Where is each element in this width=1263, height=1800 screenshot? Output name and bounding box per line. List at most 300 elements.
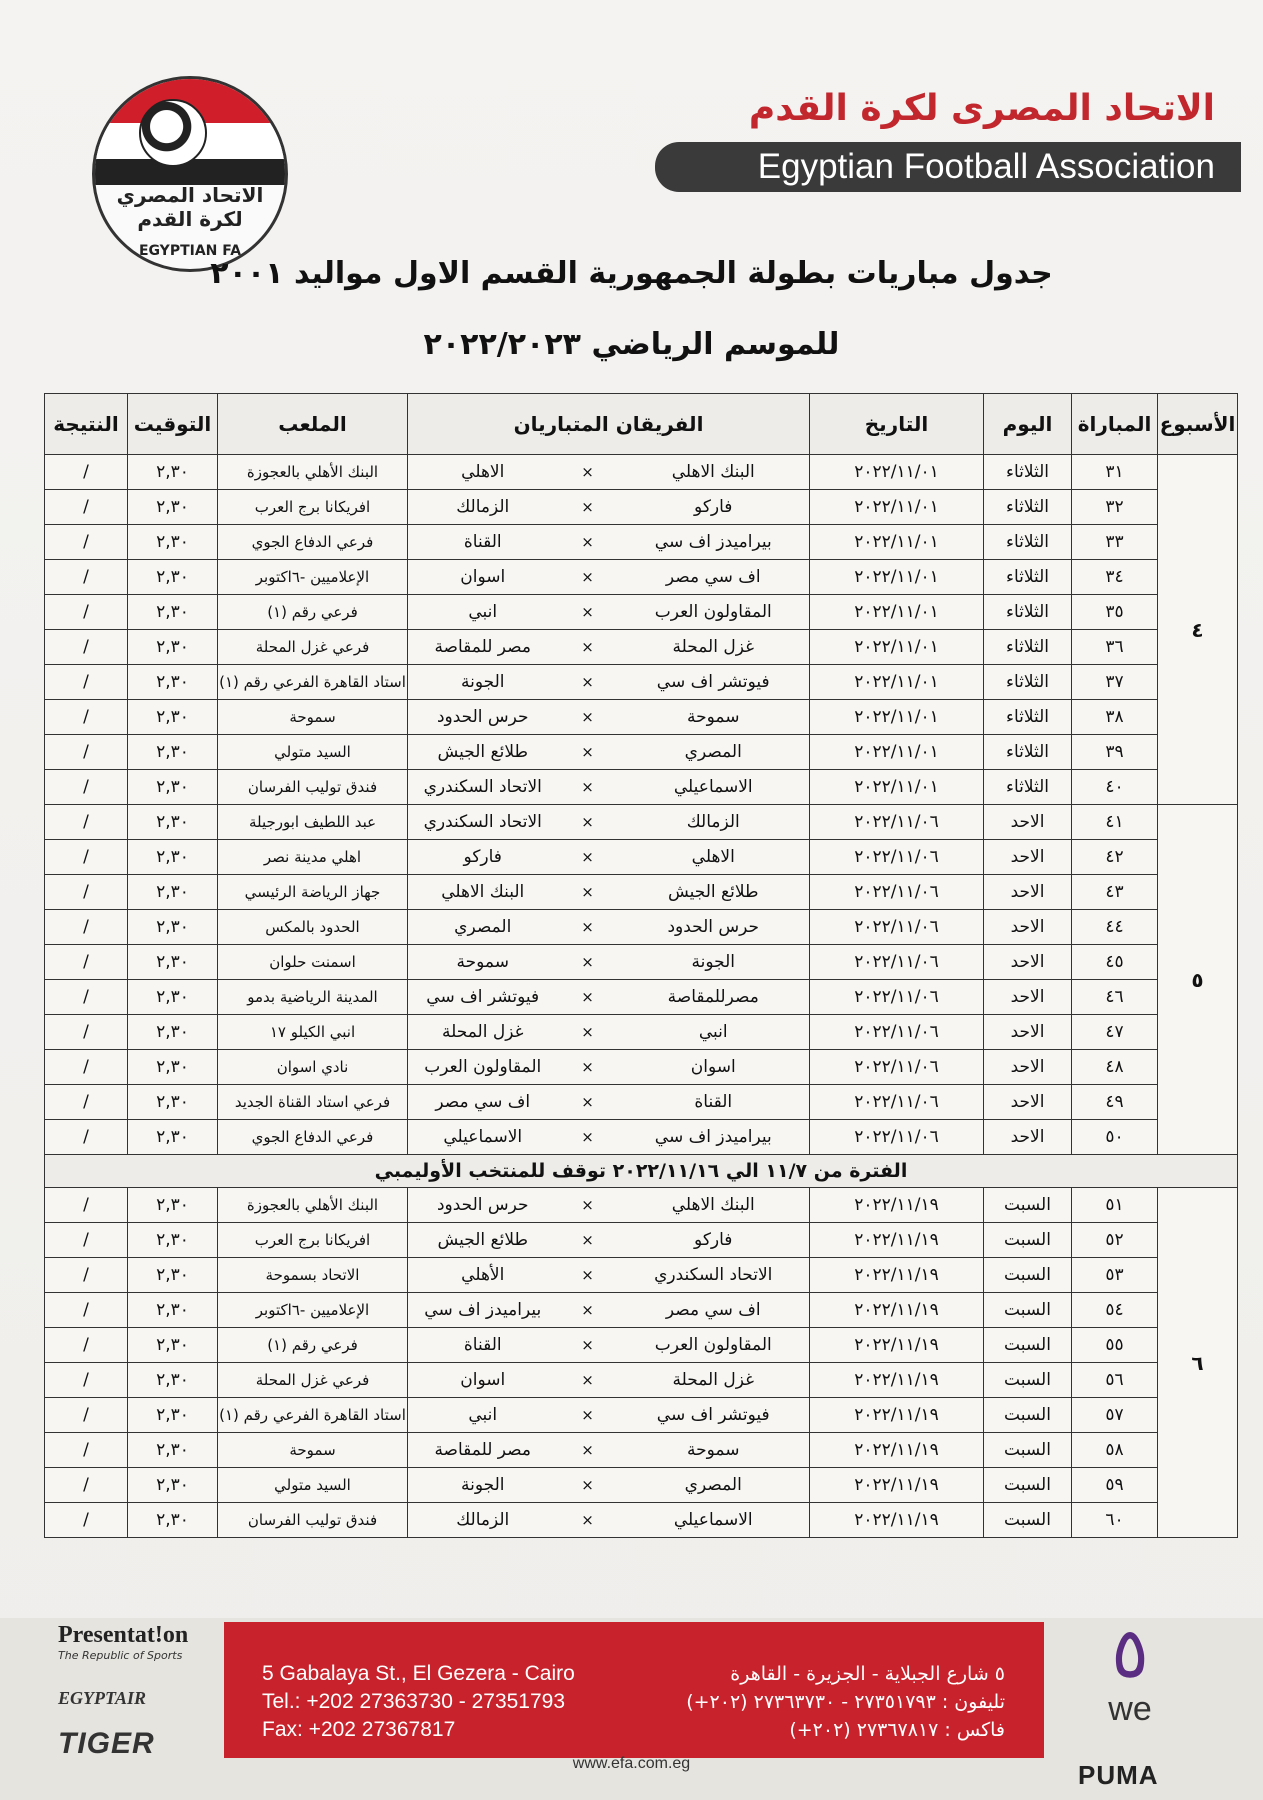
time-cell: ٢,٣٠ bbox=[128, 1120, 218, 1155]
home-team-cell: فاركو bbox=[618, 1223, 810, 1258]
venue-cell: السيد متولي bbox=[218, 735, 408, 770]
venue-cell: البنك الأهلي بالعجوزة bbox=[218, 1188, 408, 1223]
date-cell: ٢٠٢٢/١١/١٩ bbox=[810, 1433, 984, 1468]
day-cell: السبت bbox=[984, 1503, 1072, 1538]
versus-cell: × bbox=[558, 560, 618, 595]
home-team-cell: اف سي مصر bbox=[618, 560, 810, 595]
date-cell: ٢٠٢٢/١١/١٩ bbox=[810, 1293, 984, 1328]
versus-cell: × bbox=[558, 770, 618, 805]
match-number-cell: ٣٥ bbox=[1072, 595, 1158, 630]
date-cell: ٢٠٢٢/١١/١٩ bbox=[810, 1398, 984, 1433]
time-cell: ٢,٣٠ bbox=[128, 840, 218, 875]
versus-cell: × bbox=[558, 595, 618, 630]
versus-cell: × bbox=[558, 1503, 618, 1538]
venue-cell: نادي اسوان bbox=[218, 1050, 408, 1085]
match-number-cell: ٤٤ bbox=[1072, 910, 1158, 945]
header-day: اليوم bbox=[984, 394, 1072, 455]
date-cell: ٢٠٢٢/١١/٠٦ bbox=[810, 805, 984, 840]
time-cell: ٢,٣٠ bbox=[128, 560, 218, 595]
away-team-cell: بيراميدز اف سي bbox=[408, 1293, 558, 1328]
presentation-sports-tagline: The Republic of Sports bbox=[58, 1649, 183, 1662]
result-cell: / bbox=[45, 735, 128, 770]
match-number-cell: ٥٠ bbox=[1072, 1120, 1158, 1155]
venue-cell: فندق توليب الفرسان bbox=[218, 770, 408, 805]
address-en-line: 5 Gabalaya St., El Gezera - Cairo bbox=[262, 1662, 575, 1685]
date-cell: ٢٠٢٢/١١/١٩ bbox=[810, 1328, 984, 1363]
home-team-cell: الزمالك bbox=[618, 805, 810, 840]
venue-cell: البنك الأهلي بالعجوزة bbox=[218, 455, 408, 490]
header-result: النتيجة bbox=[45, 394, 128, 455]
away-team-cell: القناة bbox=[408, 525, 558, 560]
venue-cell: افريكانا برج العرب bbox=[218, 490, 408, 525]
date-cell: ٢٠٢٢/١١/٠٦ bbox=[810, 1085, 984, 1120]
day-cell: الاحد bbox=[984, 840, 1072, 875]
date-cell: ٢٠٢٢/١١/٠٦ bbox=[810, 1120, 984, 1155]
home-team-cell: المقاولون العرب bbox=[618, 1328, 810, 1363]
result-cell: / bbox=[45, 1188, 128, 1223]
time-cell: ٢,٣٠ bbox=[128, 1433, 218, 1468]
match-number-cell: ٤٠ bbox=[1072, 770, 1158, 805]
day-cell: الاحد bbox=[984, 1015, 1072, 1050]
table-row bbox=[45, 1293, 1238, 1328]
table-row bbox=[45, 700, 1238, 735]
table-row bbox=[45, 595, 1238, 630]
home-team-cell: اف سي مصر bbox=[618, 1293, 810, 1328]
home-team-cell: الاهلي bbox=[618, 840, 810, 875]
result-cell: / bbox=[45, 840, 128, 875]
home-team-cell: سموحة bbox=[618, 1433, 810, 1468]
versus-cell: × bbox=[558, 1398, 618, 1433]
day-cell: السبت bbox=[984, 1223, 1072, 1258]
away-team-cell: الاتحاد السكندري bbox=[408, 805, 558, 840]
time-cell: ٢,٣٠ bbox=[128, 805, 218, 840]
day-cell: الثلاثاء bbox=[984, 770, 1072, 805]
venue-cell: استاد القاهرة الفرعي رقم (١) bbox=[218, 1398, 408, 1433]
versus-cell: × bbox=[558, 1433, 618, 1468]
table-row bbox=[45, 1223, 1238, 1258]
home-team-cell: المقاولون العرب bbox=[618, 595, 810, 630]
versus-cell: × bbox=[558, 490, 618, 525]
logo-text-ar-1: الاتحاد المصري bbox=[116, 183, 264, 207]
day-cell: الاحد bbox=[984, 805, 1072, 840]
away-team-cell: اسوان bbox=[408, 560, 558, 595]
away-team-cell: حرس الحدود bbox=[408, 1188, 558, 1223]
table-header-row bbox=[45, 394, 1238, 455]
versus-cell: × bbox=[558, 1015, 618, 1050]
table-row bbox=[45, 560, 1238, 595]
table-row bbox=[45, 630, 1238, 665]
result-cell: / bbox=[45, 1363, 128, 1398]
day-cell: الثلاثاء bbox=[984, 735, 1072, 770]
away-team-cell: القناة bbox=[408, 1328, 558, 1363]
home-team-cell: بيراميدز اف سي bbox=[618, 1120, 810, 1155]
result-cell: / bbox=[45, 910, 128, 945]
time-cell: ٢,٣٠ bbox=[128, 1363, 218, 1398]
venue-cell: جهاز الرياضة الرئيسي bbox=[218, 875, 408, 910]
date-cell: ٢٠٢٢/١١/٠١ bbox=[810, 735, 984, 770]
date-cell: ٢٠٢٢/١١/٠٦ bbox=[810, 1015, 984, 1050]
address-ar-line: ٥ شارع الجبلاية - الجزيرة - القاهرة bbox=[730, 1663, 1005, 1685]
versus-cell: × bbox=[558, 700, 618, 735]
away-team-cell: انبي bbox=[408, 595, 558, 630]
venue-cell: افريكانا برج العرب bbox=[218, 1223, 408, 1258]
venue-cell: سموحة bbox=[218, 1433, 408, 1468]
home-team-cell: اسوان bbox=[618, 1050, 810, 1085]
date-cell: ٢٠٢٢/١١/٠٦ bbox=[810, 945, 984, 980]
tiger-logo: TIGER bbox=[58, 1727, 155, 1760]
day-cell: الثلاثاء bbox=[984, 630, 1072, 665]
table-row bbox=[45, 1398, 1238, 1433]
date-cell: ٢٠٢٢/١١/٠٦ bbox=[810, 910, 984, 945]
result-cell: / bbox=[45, 525, 128, 560]
result-cell: / bbox=[45, 770, 128, 805]
versus-cell: × bbox=[558, 1223, 618, 1258]
result-cell: / bbox=[45, 1328, 128, 1363]
versus-cell: × bbox=[558, 1120, 618, 1155]
table-row bbox=[45, 875, 1238, 910]
versus-cell: × bbox=[558, 980, 618, 1015]
home-team-cell: المصري bbox=[618, 1468, 810, 1503]
venue-cell: فرعي غزل المحلة bbox=[218, 1363, 408, 1398]
match-number-cell: ٥١ bbox=[1072, 1188, 1158, 1223]
we-logo-text: we bbox=[1108, 1690, 1152, 1728]
home-team-cell: فاركو bbox=[618, 490, 810, 525]
away-team-cell: الأهلي bbox=[408, 1258, 558, 1293]
away-team-cell: المقاولون العرب bbox=[408, 1050, 558, 1085]
match-number-cell: ٣٧ bbox=[1072, 665, 1158, 700]
result-cell: / bbox=[45, 1468, 128, 1503]
efa-logo bbox=[92, 76, 288, 272]
time-cell: ٢,٣٠ bbox=[128, 1468, 218, 1503]
venue-cell: فرعي رقم (١) bbox=[218, 595, 408, 630]
table-row bbox=[45, 490, 1238, 525]
home-team-cell: الاسماعيلي bbox=[618, 1503, 810, 1538]
home-team-cell: الجونة bbox=[618, 945, 810, 980]
away-team-cell: الزمالك bbox=[408, 1503, 558, 1538]
match-number-cell: ٣٨ bbox=[1072, 700, 1158, 735]
venue-cell: اسمنت حلوان bbox=[218, 945, 408, 980]
match-number-cell: ٤٩ bbox=[1072, 1085, 1158, 1120]
result-cell: / bbox=[45, 665, 128, 700]
venue-cell: فرعي الدفاع الجوي bbox=[218, 1120, 408, 1155]
result-cell: / bbox=[45, 1433, 128, 1468]
away-team-cell: انبي bbox=[408, 1398, 558, 1433]
match-number-cell: ٥٦ bbox=[1072, 1363, 1158, 1398]
date-cell: ٢٠٢٢/١١/٠١ bbox=[810, 525, 984, 560]
date-cell: ٢٠٢٢/١١/٠١ bbox=[810, 560, 984, 595]
home-team-cell: طلائع الجيش bbox=[618, 875, 810, 910]
away-team-cell: مصر للمقاصة bbox=[408, 630, 558, 665]
date-cell: ٢٠٢٢/١١/١٩ bbox=[810, 1188, 984, 1223]
home-team-cell: غزل المحلة bbox=[618, 630, 810, 665]
time-cell: ٢,٣٠ bbox=[128, 490, 218, 525]
home-team-cell: الاتحاد السكندري bbox=[618, 1258, 810, 1293]
time-cell: ٢,٣٠ bbox=[128, 910, 218, 945]
result-cell: / bbox=[45, 1015, 128, 1050]
match-number-cell: ٤١ bbox=[1072, 805, 1158, 840]
logo-text-ar-2: لكرة القدم bbox=[137, 207, 243, 231]
time-cell: ٢,٣٠ bbox=[128, 980, 218, 1015]
versus-cell: × bbox=[558, 1050, 618, 1085]
day-cell: الاحد bbox=[984, 945, 1072, 980]
match-number-cell: ٥٣ bbox=[1072, 1258, 1158, 1293]
versus-cell: × bbox=[558, 735, 618, 770]
time-cell: ٢,٣٠ bbox=[128, 875, 218, 910]
home-team-cell: المصري bbox=[618, 735, 810, 770]
versus-cell: × bbox=[558, 840, 618, 875]
break-note-cell: الفترة من ١١/٧ الي ٢٠٢٢/١١/١٦ توقف للمنتخب الأوليمبي bbox=[45, 1155, 1238, 1188]
away-team-cell: الاهلي bbox=[408, 455, 558, 490]
match-number-cell: ٤٣ bbox=[1072, 875, 1158, 910]
day-cell: السبت bbox=[984, 1433, 1072, 1468]
table-row bbox=[45, 1188, 1238, 1223]
venue-cell: الاتحاد بسموحة bbox=[218, 1258, 408, 1293]
table-row bbox=[45, 805, 1238, 840]
egyptair-logo: EGYPTAIR bbox=[58, 1688, 147, 1708]
presentation-sports-logo: Presentat!on bbox=[58, 1622, 189, 1648]
time-cell: ٢,٣٠ bbox=[128, 770, 218, 805]
result-cell: / bbox=[45, 945, 128, 980]
day-cell: الثلاثاء bbox=[984, 490, 1072, 525]
versus-cell: × bbox=[558, 1293, 618, 1328]
result-cell: / bbox=[45, 1050, 128, 1085]
date-cell: ٢٠٢٢/١١/٠١ bbox=[810, 700, 984, 735]
result-cell: / bbox=[45, 875, 128, 910]
header-teams: الفريقان المتباريان bbox=[408, 394, 810, 455]
logo-text-en: EGYPTIAN FA bbox=[138, 243, 242, 259]
match-number-cell: ٥٤ bbox=[1072, 1293, 1158, 1328]
day-cell: الاحد bbox=[984, 910, 1072, 945]
away-team-cell: طلائع الجيش bbox=[408, 735, 558, 770]
date-cell: ٢٠٢٢/١١/٠١ bbox=[810, 455, 984, 490]
match-number-cell: ٤٦ bbox=[1072, 980, 1158, 1015]
away-team-cell: البنك الاهلي bbox=[408, 875, 558, 910]
versus-cell: × bbox=[558, 1258, 618, 1293]
away-team-cell: طلائع الجيش bbox=[408, 1223, 558, 1258]
away-team-cell: مصر للمقاصة bbox=[408, 1433, 558, 1468]
venue-cell: اهلي مدينة نصر bbox=[218, 840, 408, 875]
time-cell: ٢,٣٠ bbox=[128, 700, 218, 735]
phone-ar-line: تليفون : ٢٧٣٥١٧٩٣ - ٢٧٣٦٣٧٣٠ (٢٠٢+) bbox=[686, 1691, 1005, 1713]
venue-cell: المدينة الرياضية بدمو bbox=[218, 980, 408, 1015]
day-cell: الثلاثاء bbox=[984, 665, 1072, 700]
table-row bbox=[45, 665, 1238, 700]
home-team-cell: فيوتشر اف سي bbox=[618, 665, 810, 700]
date-cell: ٢٠٢٢/١١/١٩ bbox=[810, 1468, 984, 1503]
away-team-cell: الزمالك bbox=[408, 490, 558, 525]
org-name-english: Egyptian Football Association bbox=[757, 147, 1215, 186]
day-cell: الثلاثاء bbox=[984, 525, 1072, 560]
match-number-cell: ٤٢ bbox=[1072, 840, 1158, 875]
match-number-cell: ٥٨ bbox=[1072, 1433, 1158, 1468]
match-number-cell: ٦٠ bbox=[1072, 1503, 1158, 1538]
versus-cell: × bbox=[558, 455, 618, 490]
day-cell: الثلاثاء bbox=[984, 560, 1072, 595]
document-subtitle: للموسم الرياضي ٢٠٢٢/٢٠٢٣ bbox=[423, 327, 840, 362]
date-cell: ٢٠٢٢/١١/٠٦ bbox=[810, 875, 984, 910]
date-cell: ٢٠٢٢/١١/٠٦ bbox=[810, 980, 984, 1015]
date-cell: ٢٠٢٢/١١/١٩ bbox=[810, 1223, 984, 1258]
result-cell: / bbox=[45, 560, 128, 595]
address-arabic bbox=[686, 1660, 1005, 1744]
time-cell: ٢,٣٠ bbox=[128, 1188, 218, 1223]
date-cell: ٢٠٢٢/١١/١٩ bbox=[810, 1363, 984, 1398]
time-cell: ٢,٣٠ bbox=[128, 1398, 218, 1433]
venue-cell: فرعي غزل المحلة bbox=[218, 630, 408, 665]
home-team-cell: غزل المحلة bbox=[618, 1363, 810, 1398]
time-cell: ٢,٣٠ bbox=[128, 665, 218, 700]
table-row bbox=[45, 1503, 1238, 1538]
home-team-cell: الاسماعيلي bbox=[618, 770, 810, 805]
result-cell: / bbox=[45, 805, 128, 840]
result-cell: / bbox=[45, 1120, 128, 1155]
we-logo-icon: ٥ bbox=[1111, 1616, 1149, 1693]
day-cell: الاحد bbox=[984, 980, 1072, 1015]
table-row bbox=[45, 1468, 1238, 1503]
header-time: التوقيت bbox=[128, 394, 218, 455]
table-row bbox=[45, 945, 1238, 980]
week-number-cell: ٦ bbox=[1158, 1188, 1238, 1538]
date-cell: ٢٠٢٢/١١/١٩ bbox=[810, 1503, 984, 1538]
venue-cell: السيد متولي bbox=[218, 1468, 408, 1503]
versus-cell: × bbox=[558, 1363, 618, 1398]
time-cell: ٢,٣٠ bbox=[128, 630, 218, 665]
time-cell: ٢,٣٠ bbox=[128, 1258, 218, 1293]
versus-cell: × bbox=[558, 875, 618, 910]
table-row bbox=[45, 1328, 1238, 1363]
match-number-cell: ٥٩ bbox=[1072, 1468, 1158, 1503]
versus-cell: × bbox=[558, 1188, 618, 1223]
home-team-cell: البنك الاهلي bbox=[618, 1188, 810, 1223]
versus-cell: × bbox=[558, 1328, 618, 1363]
header-date: التاريخ bbox=[810, 394, 984, 455]
table-row bbox=[45, 980, 1238, 1015]
header-venue: الملعب bbox=[218, 394, 408, 455]
header-match: المباراة bbox=[1072, 394, 1158, 455]
versus-cell: × bbox=[558, 1085, 618, 1120]
result-cell: / bbox=[45, 1293, 128, 1328]
time-cell: ٢,٣٠ bbox=[128, 945, 218, 980]
versus-cell: × bbox=[558, 665, 618, 700]
away-team-cell: الجونة bbox=[408, 665, 558, 700]
date-cell: ٢٠٢٢/١١/٠١ bbox=[810, 630, 984, 665]
versus-cell: × bbox=[558, 525, 618, 560]
logo-flag-band-black bbox=[95, 159, 285, 186]
away-team-cell: المصري bbox=[408, 910, 558, 945]
home-team-cell: انبي bbox=[618, 1015, 810, 1050]
away-team-cell: حرس الحدود bbox=[408, 700, 558, 735]
date-cell: ٢٠٢٢/١١/٠١ bbox=[810, 665, 984, 700]
table-row bbox=[45, 1363, 1238, 1398]
time-cell: ٢,٣٠ bbox=[128, 595, 218, 630]
table-row bbox=[45, 1050, 1238, 1085]
week-number-cell: ٤ bbox=[1158, 455, 1238, 805]
day-cell: السبت bbox=[984, 1188, 1072, 1223]
match-number-cell: ٤٨ bbox=[1072, 1050, 1158, 1085]
date-cell: ٢٠٢٢/١١/١٩ bbox=[810, 1258, 984, 1293]
football-icon bbox=[139, 99, 207, 167]
venue-cell: فرعي استاد القناة الجديد bbox=[218, 1085, 408, 1120]
day-cell: الاحد bbox=[984, 1085, 1072, 1120]
home-team-cell: القناة bbox=[618, 1085, 810, 1120]
match-number-cell: ٣٦ bbox=[1072, 630, 1158, 665]
table-row bbox=[45, 1085, 1238, 1120]
time-cell: ٢,٣٠ bbox=[128, 1293, 218, 1328]
home-team-cell: فيوتشر اف سي bbox=[618, 1398, 810, 1433]
match-number-cell: ٤٥ bbox=[1072, 945, 1158, 980]
result-cell: / bbox=[45, 980, 128, 1015]
time-cell: ٢,٣٠ bbox=[128, 1015, 218, 1050]
fax-ar-line: فاكس : ٢٧٣٦٧٨١٧ (٢٠٢+) bbox=[789, 1719, 1005, 1741]
home-team-cell: البنك الاهلي bbox=[618, 455, 810, 490]
away-team-cell: فيوتشر اف سي bbox=[408, 980, 558, 1015]
match-number-cell: ٥٥ bbox=[1072, 1328, 1158, 1363]
result-cell: / bbox=[45, 630, 128, 665]
result-cell: / bbox=[45, 1085, 128, 1120]
document-title: جدول مباريات بطولة الجمهورية القسم الاول مواليد ٢٠٠١ bbox=[210, 256, 1053, 291]
schedule-table bbox=[44, 393, 1238, 1538]
fax-en-line: Fax: +202 27367817 bbox=[262, 1718, 456, 1741]
result-cell: / bbox=[45, 1503, 128, 1538]
venue-cell: فرعي الدفاع الجوي bbox=[218, 525, 408, 560]
away-team-cell: الاتحاد السكندري bbox=[408, 770, 558, 805]
website-url: www.efa.com.eg bbox=[572, 1755, 691, 1772]
match-number-cell: ٥٧ bbox=[1072, 1398, 1158, 1433]
time-cell: ٢,٣٠ bbox=[128, 735, 218, 770]
home-team-cell: سموحة bbox=[618, 700, 810, 735]
result-cell: / bbox=[45, 700, 128, 735]
time-cell: ٢,٣٠ bbox=[128, 1328, 218, 1363]
table-row bbox=[45, 455, 1238, 490]
venue-cell: استاد القاهرة الفرعي رقم (١) bbox=[218, 665, 408, 700]
match-number-cell: ٤٧ bbox=[1072, 1015, 1158, 1050]
venue-cell: سموحة bbox=[218, 700, 408, 735]
phone-en-line: Tel.: +202 27363730 - 27351793 bbox=[262, 1690, 566, 1713]
table-row bbox=[45, 1015, 1238, 1050]
table-row bbox=[45, 735, 1238, 770]
date-cell: ٢٠٢٢/١١/٠٦ bbox=[810, 840, 984, 875]
result-cell: / bbox=[45, 1223, 128, 1258]
result-cell: / bbox=[45, 1398, 128, 1433]
day-cell: السبت bbox=[984, 1258, 1072, 1293]
address-english bbox=[262, 1660, 575, 1744]
result-cell: / bbox=[45, 490, 128, 525]
time-cell: ٢,٣٠ bbox=[128, 455, 218, 490]
day-cell: السبت bbox=[984, 1293, 1072, 1328]
home-team-cell: مصرللمقاصة bbox=[618, 980, 810, 1015]
table-row bbox=[45, 910, 1238, 945]
time-cell: ٢,٣٠ bbox=[128, 1223, 218, 1258]
time-cell: ٢,٣٠ bbox=[128, 1503, 218, 1538]
date-cell: ٢٠٢٢/١١/٠١ bbox=[810, 770, 984, 805]
away-team-cell: سموحة bbox=[408, 945, 558, 980]
date-cell: ٢٠٢٢/١١/٠١ bbox=[810, 595, 984, 630]
day-cell: الاحد bbox=[984, 875, 1072, 910]
venue-cell: الإعلاميين -٦اكتوبر bbox=[218, 1293, 408, 1328]
venue-cell: فرعي رقم (١) bbox=[218, 1328, 408, 1363]
day-cell: السبت bbox=[984, 1398, 1072, 1433]
versus-cell: × bbox=[558, 805, 618, 840]
versus-cell: × bbox=[558, 945, 618, 980]
org-name-arabic: الاتحاد المصرى لكرة القدم bbox=[748, 88, 1215, 129]
day-cell: السبت bbox=[984, 1468, 1072, 1503]
table-row bbox=[45, 525, 1238, 560]
table-row bbox=[45, 1433, 1238, 1468]
venue-cell: عبد اللطيف ابورجيلة bbox=[218, 805, 408, 840]
we-sponsor bbox=[1070, 1616, 1190, 1729]
match-number-cell: ٥٢ bbox=[1072, 1223, 1158, 1258]
match-number-cell: ٣٤ bbox=[1072, 560, 1158, 595]
